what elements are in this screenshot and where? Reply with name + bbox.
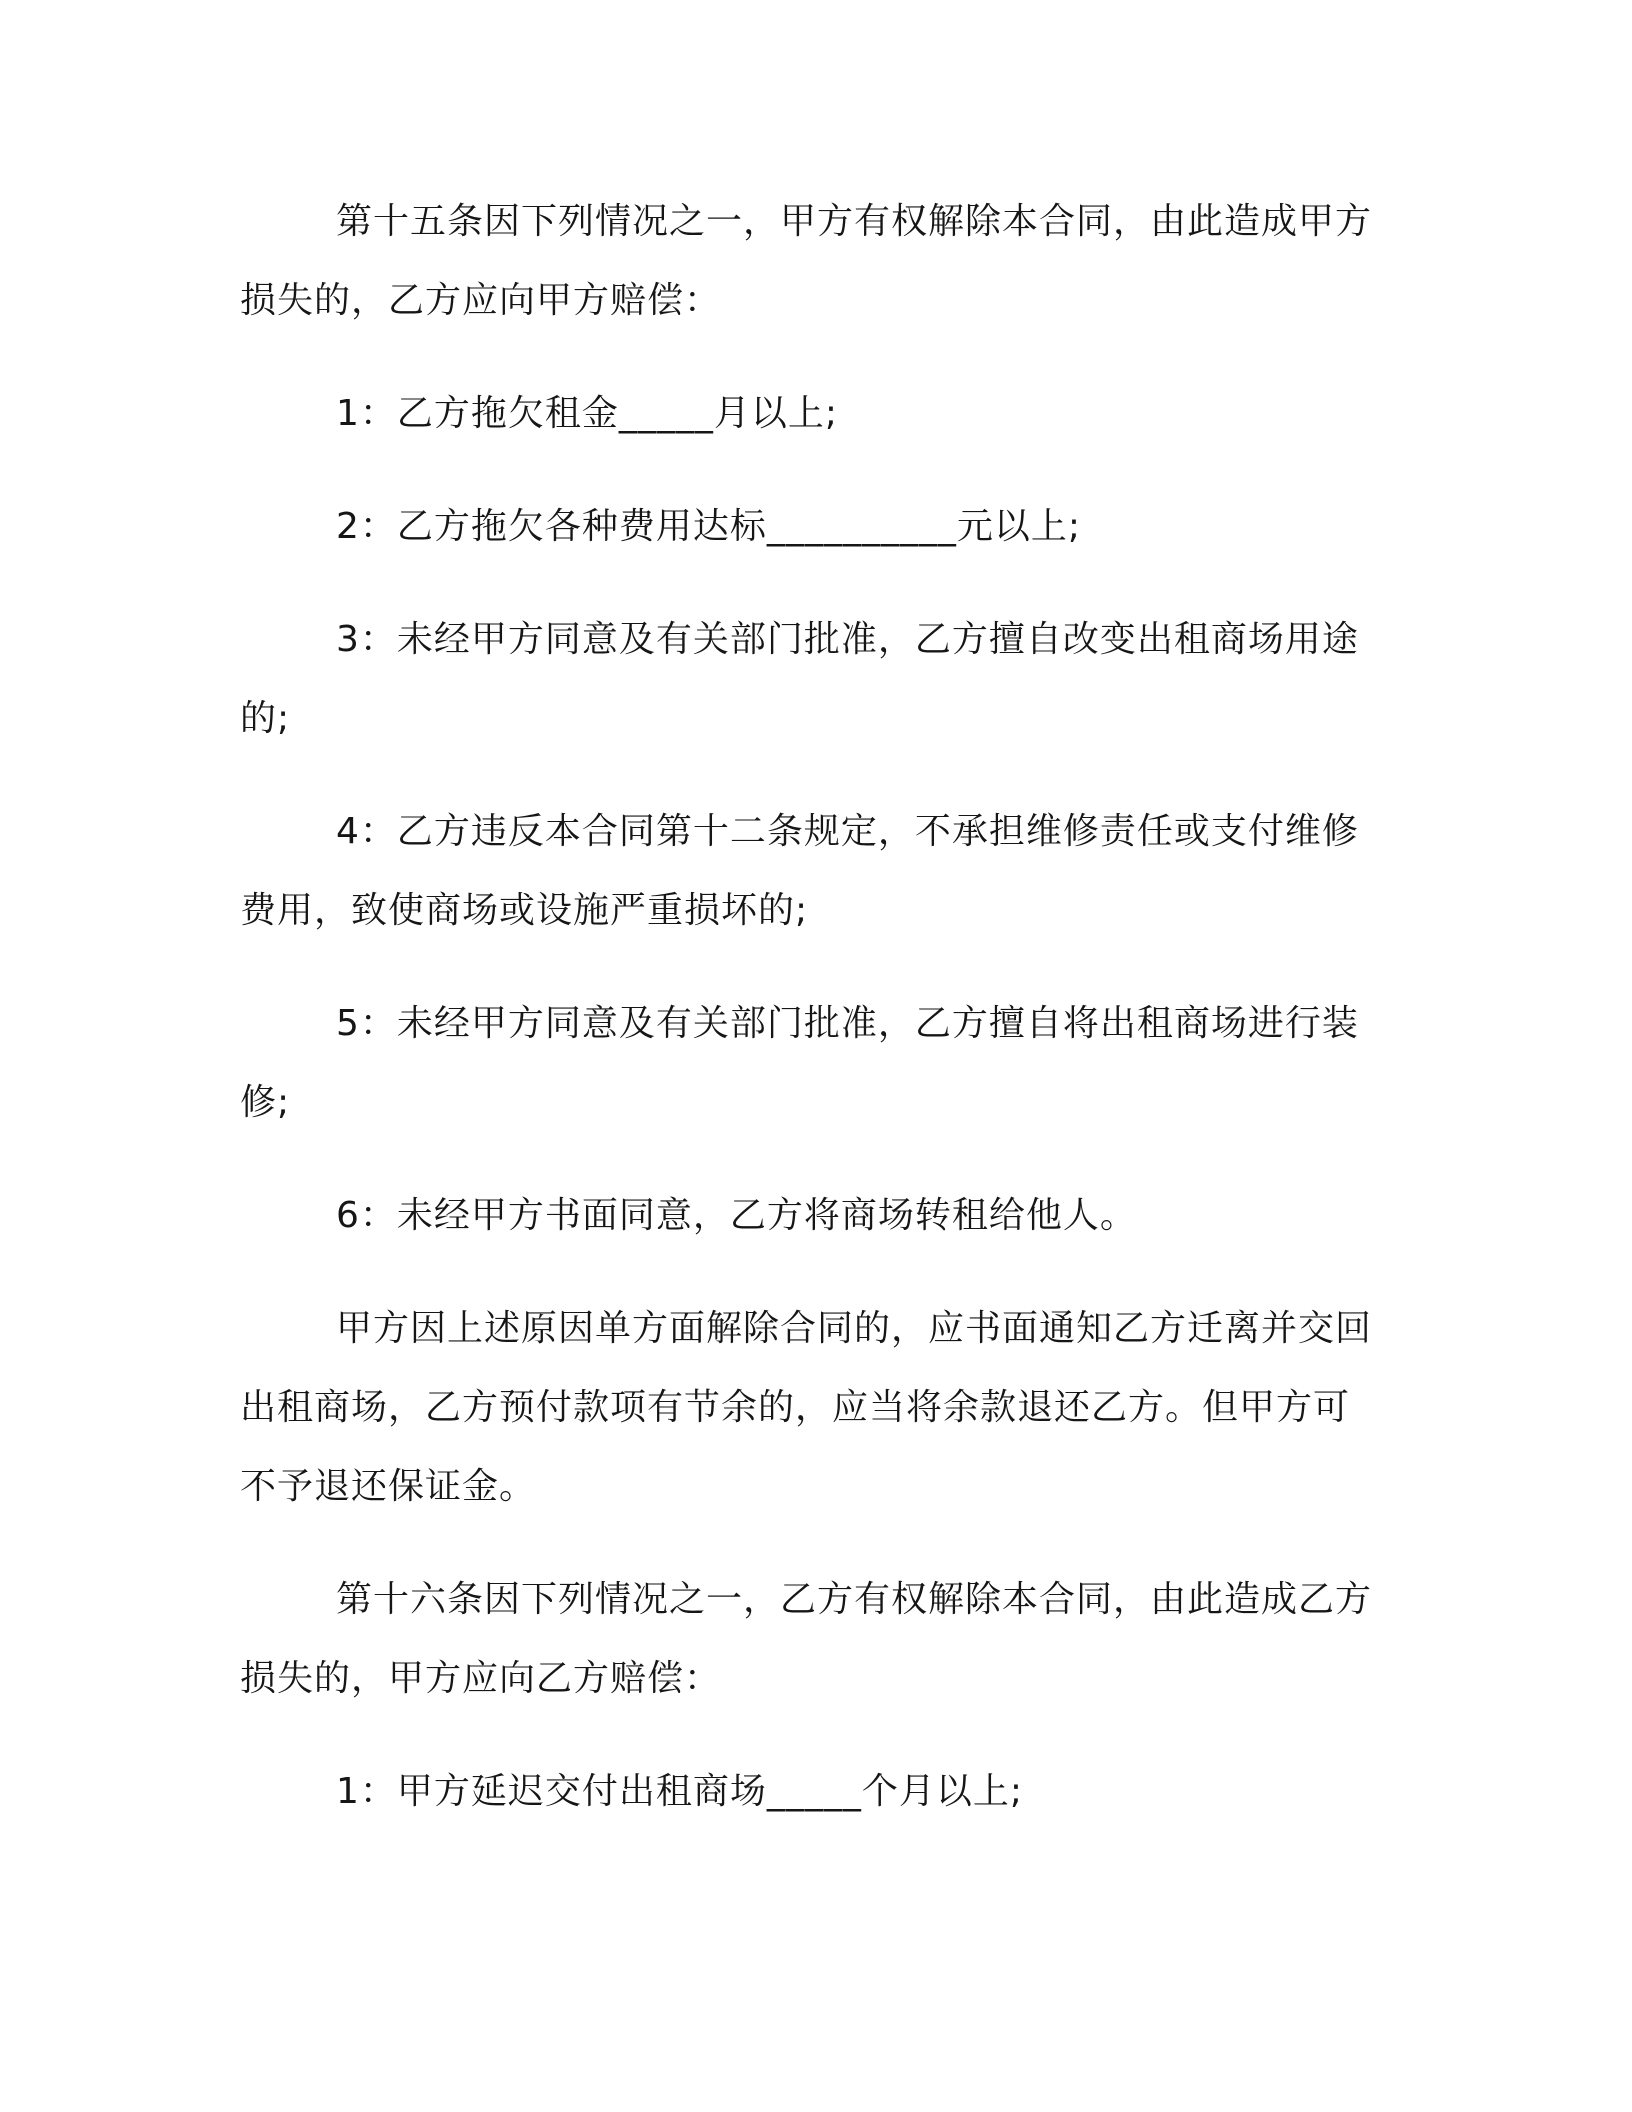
paragraph-article-15-termination-note: 甲方因上述原因单方面解除合同的，应书面通知乙方迁离并交回出租商场，乙方预付款项有节余的，应当将余款退还乙方。但甲方可不予退还保证金。: [240, 1308, 1373, 1507]
paragraph-article-16-item-1: 1：甲方延迟交付出租商场_____个月以上;: [336, 1771, 1024, 1812]
paragraph-article-15-item-4: 4：乙方违反本合同第十二条规定，不承担维修责任或支付维修费用，致使商场或设施严重损坏的;: [240, 811, 1359, 931]
paragraph-article-16-intro: 第十六条因下列情况之一，乙方有权解除本合同，由此造成乙方损失的，甲方应向乙方赔偿：: [240, 1579, 1373, 1699]
paragraph-article-15-item-3: 3：未经甲方同意及有关部门批准，乙方擅自改变出租商场用途的;: [240, 619, 1359, 739]
paragraph-article-15-item-1: 1：乙方拖欠租金_____月以上;: [336, 393, 839, 434]
paragraph-article-15-item-2: 2：乙方拖欠各种费用达标__________元以上;: [336, 506, 1082, 547]
paragraph-article-15-item-6: 6：未经甲方书面同意，乙方将商场转租给他人。: [336, 1195, 1137, 1236]
paragraph-article-15-item-5: 5：未经甲方同意及有关部门批准，乙方擅自将出租商场进行装修;: [240, 1003, 1359, 1123]
document-body: [240, 182, 1380, 1865]
paragraph-article-15-intro: 第十五条因下列情况之一，甲方有权解除本合同，由此造成甲方损失的，乙方应向甲方赔偿：: [240, 201, 1373, 321]
